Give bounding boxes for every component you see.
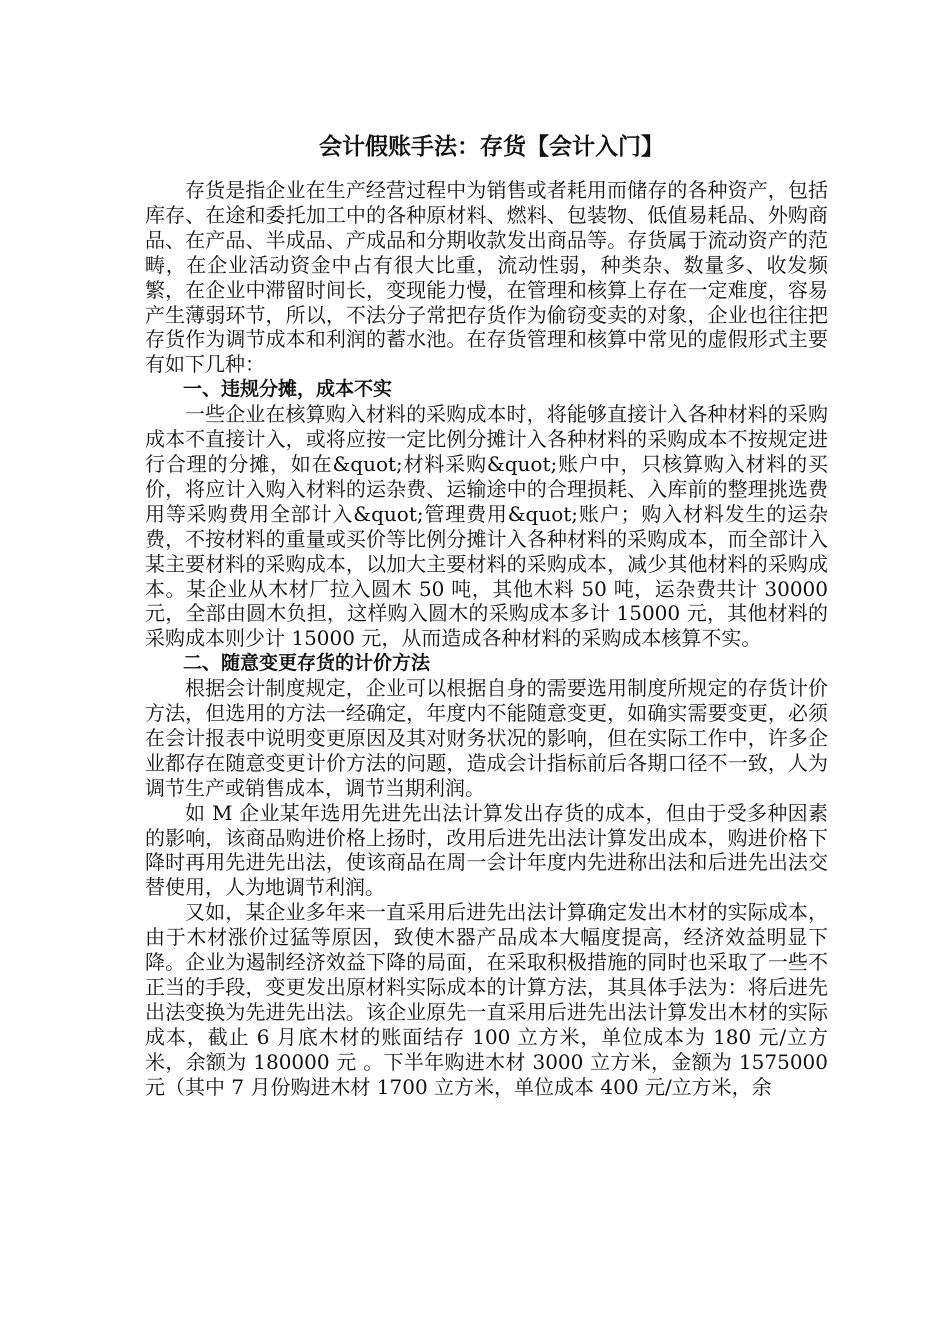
section2-paragraph-2: 如 M 企业某年选用先进先出法计算发出存货的成本，但由于受多种因素的影响，该商品购进价格上扬时，改用后进先出法计算发出成本，购进价格下降时再用先进先出法，使该商品在周一会计年度内先进称出法和后进先出法交替使用，人为地调节利润。 (145, 800, 828, 900)
section1-paragraph: 一些企业在核算购入材料的采购成本时，将能够直接计入各种材料的采购成本不直接计入，或将应按一定比例分摊计入各种材料的采购成本不按规定进行合理的分摊，如在&quot;材料采购&quot;账户中，只核算购入材料的买价，将应计入购入材料的运杂费、运输途中的合理损耗、入库前的整理挑选费用等采购费用全部计入&quot;管理费用&quot;账户；购入材料发生的运杂费，不按材料的重量或买价等比例分摊计入各种材料的采购成本，而全部计入某主要材料的采购成本，以加大主要材料的采购成本，减少其他材料的采购成本。某企业从木材厂拉入圆木 50 吨，其他木料 50 吨，运杂费共计 30000 元，全部由圆木负担，这样购入圆木的采购成本多计 15000 元，其他材料的采购成本则少计 15000 元，从而造成各种材料的采购成本核算不实。 (145, 402, 828, 651)
document-title: 会计假账手法：存货【会计入门】 (319, 134, 664, 160)
section2-paragraph-1: 根据会计制度规定，企业可以根据自身的需要选用制度所规定的存货计价方法，但选用的方法一经确定，年度内不能随意变更，如确实需要变更，必须在会计报表中说明变更原因及其对财务状况的影响，但在实际工作中，许多企业都存在随意变更计价方法的问题，造成会计指标前后各期口径不一致，人为调节生产或销售成本，调节当期利润。 (145, 676, 828, 800)
section2-paragraph-3: 又如，某企业多年来一直采用后进先出法计算确定发出木材的实际成本，由于木材涨价过猛等原因，致使木器产品成本大幅度提高，经济效益明显下降。企业为遏制经济效益下降的局面，在采取积极措施的同时也采取了一些不正当的手段，变更发出原材料实际成本的计算方法，其具体手法为：将后进先出法变换为先进先出法。该企业原先一直采用后进先出法计算发出木材的实际成本，截止 6 月底木材的账面结存 100 立方米，单位成本为 180 元/立方米，余额为 180000 元 。下半年购进木材 3000 立方米，金额为 1575000 元（其中 7 月份购进木材 1700 立方米，单位成本 400 元/立方米，余 (145, 900, 828, 1099)
section-heading-2: 二、随意变更存货的计价方法 (183, 652, 431, 675)
document-page (145, 132, 828, 1100)
intro-paragraph: 存货是指企业在生产经营过程中为销售或者耗用而储存的各种资产，包括库存、在途和委托加工中的各种原材料、燃料、包装物、低值易耗品、外购商品、在产品、半成品、产成品和分期收款发出商品等。存货属于流动资产的范畴，在企业活动资金中占有很大比重，流动性弱，种类杂、数量多、收发频繁，在企业中滞留时间长，变现能力慢，在管理和核算上存在一定难度，容易产生薄弱环节，所以，不法分子常把存货作为偷窃变卖的对象，企业也往往把存货作为调节成本和利润的蓄水池。在存货管理和核算中常见的虚假形式主要有如下几种： (145, 178, 828, 377)
section-heading-1: 一、违规分摊，成本不实 (183, 378, 393, 401)
